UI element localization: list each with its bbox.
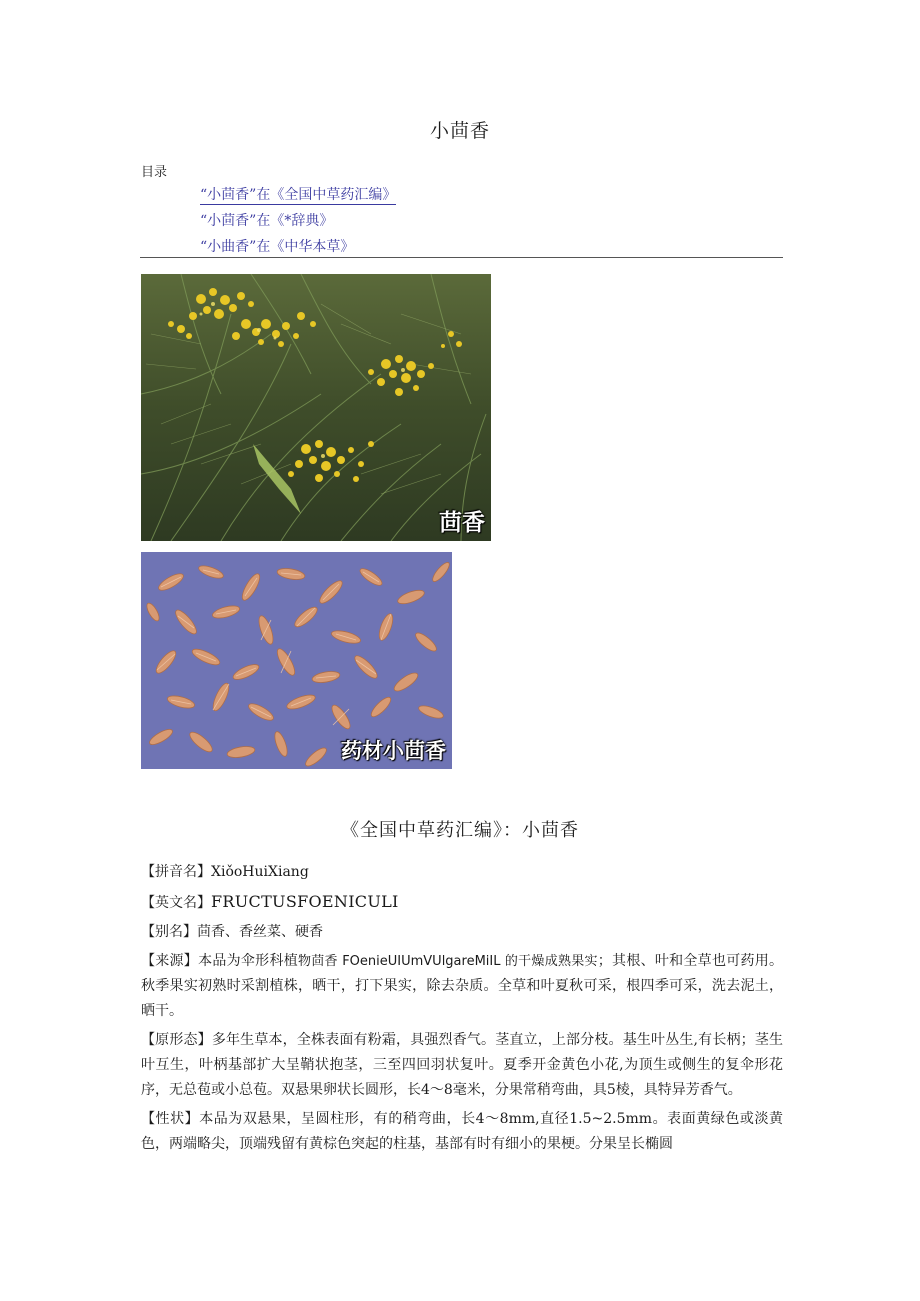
entry-key: 【别名】: [141, 924, 197, 940]
toc-list: [200, 185, 396, 263]
entry-value: 多年生草本，全株表面有粉霜，具强烈香气。茎直立，上部分枝。基生叶丛生,有长柄；茎生叶互生，叶柄基部扩大呈鞘状抱茎，三至四回羽状复叶。夏季开金黄色小花,为顶生或侧生的复伞形花序，无总苞或小总苞。双悬果卵状长圆形，长4～8毫米，分果常稍弯曲，具5棱，具特异芳香气。: [141, 1032, 783, 1098]
entry-value: 本品为双悬果，呈圆柱形，有的稍弯曲，长4～8mm,直径1.5~2.5mm。表面黄绿色或淡黄色，两端略尖，顶端残留有黄棕色突起的柱基，基部有时有细小的果梗。分果呈长椭圆: [141, 1111, 783, 1152]
toc-item-quanguo[interactable]: [200, 185, 396, 211]
fennel-plant-photo: [141, 274, 491, 541]
entry-value: FRUCTUSFOENICULI: [211, 892, 399, 911]
entry-pinyin: [141, 860, 783, 885]
entry-value: 茴香、香丝菜、硬香: [197, 924, 323, 940]
plant-photo-caption: 茴香: [439, 509, 485, 536]
entry-value: ；其根、叶和全草也可药用。秋季果实初熟时采割植株，晒干，打下果实，除去杂质。全草和叶夏秋可采，根四季可采，洗去泥土，晒干。: [141, 953, 784, 1019]
seeds-photo-caption: 药材小茴香: [341, 738, 446, 763]
entry-key: 【性状】: [141, 1111, 200, 1127]
entry-english-name: [141, 889, 783, 916]
entry-key: 【拼音名】: [141, 864, 211, 880]
fennel-seeds-photo: [141, 552, 452, 769]
entry-key: 【英文名】: [141, 895, 211, 911]
entry-value: XiǒoHuiXiang: [211, 864, 309, 880]
entry-value: 物茴香 FOenieUIUmVUlgareMiIL 的干燥成熟果实: [297, 954, 598, 969]
document-title: 小茴香: [429, 120, 490, 142]
entry-source: [141, 949, 783, 1024]
toc-item-label: “小茴香”在《全国中草药汇编》: [200, 187, 397, 203]
toc-item-label: “小茴香”在《*辞典》: [200, 213, 334, 229]
entry-value: 本品为伞形科植: [198, 953, 298, 969]
toc-label: 目录: [141, 165, 168, 180]
toc-item-label: “小曲香”在《中华本草》: [200, 239, 355, 255]
toc-divider: [140, 257, 783, 258]
entry-key: 【原形态】: [141, 1032, 212, 1048]
entry-key: 【来源】: [141, 953, 199, 969]
entry-alias: [141, 920, 783, 945]
toc-item-zhonghua[interactable]: [200, 237, 396, 263]
entry-morphology: [141, 1028, 783, 1103]
fennel-plant-illustration: [141, 274, 491, 541]
toc-item-cidian[interactable]: [200, 211, 396, 237]
entry-list: [141, 860, 783, 1161]
section-title: 《全国中草药汇编》：小茴香: [341, 820, 579, 841]
entry-properties: [141, 1107, 783, 1157]
